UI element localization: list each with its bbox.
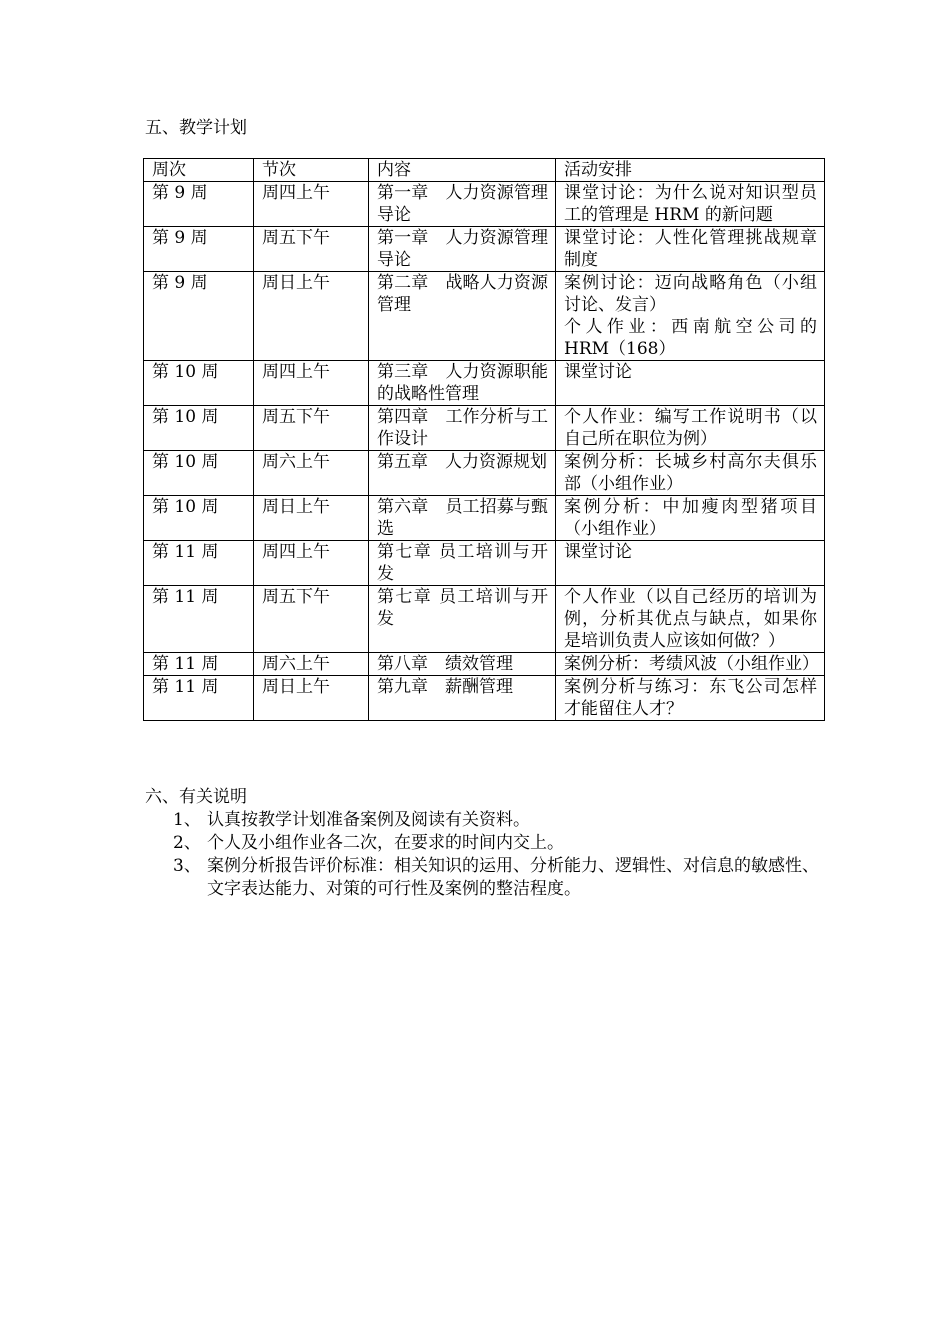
table-body xyxy=(144,182,825,721)
note-text: 认真按教学计划准备案例及阅读有关资料。 xyxy=(207,810,530,830)
header-session: 节次 xyxy=(254,159,369,182)
cell-session: 周四上午 xyxy=(254,541,369,586)
cell-session: 周五下午 xyxy=(254,227,369,272)
table-row xyxy=(144,451,825,496)
activity-text: 案例分析：考绩风波（小组作业） xyxy=(564,654,819,674)
activity-text: 案例分析：中加瘦肉型猪项目（小组作业） xyxy=(564,497,817,539)
header-activity: 活动安排 xyxy=(556,159,825,182)
cell-content: 第四章 工作分析与工作设计 xyxy=(369,406,556,451)
cell-week: 第 9 周 xyxy=(144,272,254,361)
cell-week: 第 9 周 xyxy=(144,227,254,272)
cell-week: 第 11 周 xyxy=(144,653,254,676)
cell-session: 周四上午 xyxy=(254,361,369,406)
cell-activity xyxy=(556,451,825,496)
header-week: 周次 xyxy=(144,159,254,182)
note-text: 个人及小组作业各二次，在要求的时间内交上。 xyxy=(207,833,564,853)
cell-content: 第一章 人力资源管理导论 xyxy=(369,182,556,227)
teaching-plan-table xyxy=(143,158,825,721)
activity-text: 个人作业：西南航空公司的 HRM（168） xyxy=(564,317,817,359)
cell-activity xyxy=(556,406,825,451)
note-item xyxy=(145,809,825,832)
cell-week: 第 10 周 xyxy=(144,496,254,541)
table-row xyxy=(144,227,825,272)
cell-content: 第九章 薪酬管理 xyxy=(369,676,556,721)
activity-text: 个人作业：编写工作说明书（以自己所在职位为例） xyxy=(564,407,817,449)
section-6-title: 六、有关说明 xyxy=(145,787,247,807)
cell-week: 第 11 周 xyxy=(144,541,254,586)
table-row xyxy=(144,676,825,721)
cell-week: 第 10 周 xyxy=(144,451,254,496)
cell-activity xyxy=(556,272,825,361)
activity-text: 案例分析与练习：东飞公司怎样才能留住人才？ xyxy=(564,677,817,719)
note-item xyxy=(145,832,825,855)
cell-session: 周六上午 xyxy=(254,451,369,496)
cell-content: 第八章 绩效管理 xyxy=(369,653,556,676)
cell-activity xyxy=(556,496,825,541)
activity-text: 课堂讨论：人性化管理挑战规章制度 xyxy=(564,228,817,270)
table-row xyxy=(144,272,825,361)
activity-text: 个人作业（以自己经历的培训为例，分析其优点与缺点，如果你是培训负责人应该如何做？） xyxy=(564,587,817,651)
cell-week: 第 10 周 xyxy=(144,406,254,451)
header-content: 内容 xyxy=(369,159,556,182)
cell-content: 第一章 人力资源管理导论 xyxy=(369,227,556,272)
activity-text: 案例分析：长城乡村高尔夫俱乐部（小组作业） xyxy=(564,452,817,494)
activity-text: 案例讨论：迈向战略角色（小组讨论、发言） xyxy=(564,273,817,315)
activity-text: 课堂讨论 xyxy=(564,362,632,382)
table-row xyxy=(144,496,825,541)
notes-section xyxy=(145,786,825,901)
cell-content: 第七章 员工培训与开发 xyxy=(369,541,556,586)
section-5-title: 五、教学计划 xyxy=(145,118,247,138)
table-row xyxy=(144,182,825,227)
table-row xyxy=(144,653,825,676)
cell-content: 第三章 人力资源职能的战略性管理 xyxy=(369,361,556,406)
cell-week: 第 9 周 xyxy=(144,182,254,227)
cell-session: 周五下午 xyxy=(254,406,369,451)
cell-activity xyxy=(556,586,825,653)
cell-content: 第七章 员工培训与开发 xyxy=(369,586,556,653)
cell-session: 周五下午 xyxy=(254,586,369,653)
cell-activity xyxy=(556,653,825,676)
cell-content: 第二章 战略人力资源管理 xyxy=(369,272,556,361)
cell-week: 第 11 周 xyxy=(144,586,254,653)
table-row xyxy=(144,361,825,406)
cell-session: 周六上午 xyxy=(254,653,369,676)
table-header-row xyxy=(144,159,825,182)
cell-activity xyxy=(556,227,825,272)
notes-list xyxy=(145,809,825,901)
note-number: 3、 xyxy=(173,856,201,876)
cell-session: 周日上午 xyxy=(254,272,369,361)
note-number: 2、 xyxy=(173,833,201,853)
cell-activity xyxy=(556,182,825,227)
cell-content: 第五章 人力资源规划 xyxy=(369,451,556,496)
activity-text: 课堂讨论：为什么说对知识型员工的管理是 HRM 的新问题 xyxy=(564,183,817,225)
cell-content: 第六章 员工招募与甄选 xyxy=(369,496,556,541)
cell-session: 周日上午 xyxy=(254,676,369,721)
table-row xyxy=(144,586,825,653)
cell-activity xyxy=(556,541,825,586)
cell-session: 周日上午 xyxy=(254,496,369,541)
cell-activity xyxy=(556,676,825,721)
cell-session: 周四上午 xyxy=(254,182,369,227)
note-text: 案例分析报告评价标准：相关知识的运用、分析能力、逻辑性、对信息的敏感性、文字表达能力、对策的可行性及案例的整洁程度。 xyxy=(207,856,819,899)
note-number: 1、 xyxy=(173,810,201,830)
note-item xyxy=(145,855,825,901)
cell-activity xyxy=(556,361,825,406)
table-row xyxy=(144,406,825,451)
table-row xyxy=(144,541,825,586)
cell-week: 第 10 周 xyxy=(144,361,254,406)
activity-text: 课堂讨论 xyxy=(564,542,632,562)
cell-week: 第 11 周 xyxy=(144,676,254,721)
